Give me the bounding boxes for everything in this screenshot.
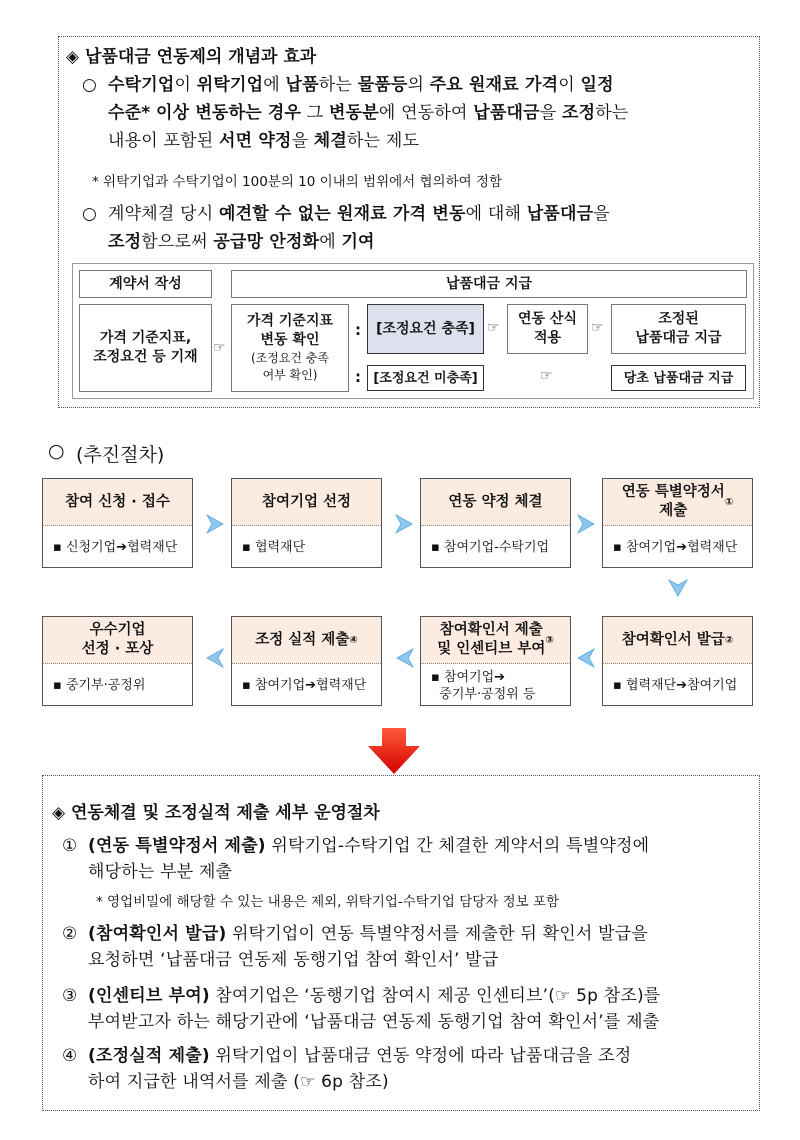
procedure-step-actor: ▪ 참여기업➔ 중기부·공정위 등: [431, 669, 536, 702]
adjusted-payment: 조정된 납품대금 지급: [611, 304, 746, 354]
concept-bullet-1: ○: [82, 75, 98, 95]
flow-chevron-icon: [576, 647, 598, 669]
original-payment: 당초 납품대금 지급: [611, 365, 746, 391]
concept-para-2-line-1: 계약체결 당시 예견할 수 없는 원재료 가격 변동에 대해 납품대금을: [108, 204, 610, 224]
procedure-step-title-text: 우수기업 선정 · 포상: [81, 622, 154, 657]
procedure-step-title-text: 연동 특별약정서 제출: [621, 484, 725, 519]
procedure-step-footnote-mark: ①: [724, 496, 734, 508]
formula-cell: 연동 산식 적용: [507, 304, 588, 354]
procedure-step-title: [603, 479, 752, 526]
procedure-step-title: [43, 479, 192, 526]
procedure-step-title-text: 연동 약정 체결: [448, 493, 543, 510]
procedure-step-title-text: 참여확인서 발급: [621, 631, 725, 648]
detail-text: 위탁기업이 연동 특별약정서를 제출한 뒤 확인서 발급을: [226, 924, 648, 944]
hand-pointer-icon: ☞: [487, 320, 500, 336]
detail-heading: (참여확인서 발급): [88, 924, 227, 944]
procedure-step-2: [231, 478, 382, 568]
procedure-step-title: [232, 479, 381, 526]
procedure-step-title-text: 참여 신청 · 접수: [65, 493, 170, 510]
procedure-step-title: [421, 617, 570, 664]
detail-item-line-1: [88, 982, 660, 1010]
detail-text: 참여기업은 ‘동행기업 참여시 제공 인센티브’(☞ 5p 참조)를: [209, 986, 661, 1006]
detail-heading: (연동 특별약정서 제출): [88, 836, 266, 856]
check-cell: [231, 304, 349, 392]
procedure-step-title-text: 참여확인서 제출 및 인센티브 부여: [437, 622, 546, 657]
detail-number: ③: [62, 986, 78, 1006]
condition-met: [조정요건 충족]: [367, 304, 484, 354]
detail-item-line-2: 요청하면 ‘납품대금 연동제 동행기업 참여 확인서’ 발급: [88, 950, 499, 970]
procedure-step-title: [603, 617, 752, 664]
flow-chevron-icon: [203, 513, 225, 535]
concept-note: * 위탁기업과 수탁기업이 100분의 10 이내의 범위에서 협의하여 정함: [92, 174, 503, 190]
detail-text: 위탁기업-수탁기업 간 체결한 계약서의 특별약정에: [265, 836, 650, 856]
procedure-step-8: [42, 616, 193, 706]
detail-heading: (조정실적 제출): [88, 1046, 210, 1066]
concept-bullet-2: ○: [82, 204, 98, 224]
details-title: ◈ 연동체결 및 조정실적 제출 세부 운영절차: [52, 803, 380, 823]
colon-met: :: [355, 321, 361, 339]
procedure-step-title: [232, 617, 381, 664]
concept-para-2-line-2: 조정함으로써 공급망 안정화에 기여: [108, 232, 375, 252]
procedure-step-6: [420, 616, 571, 706]
flow-chevron-icon: [395, 647, 417, 669]
detail-item-line-1: [88, 1042, 631, 1070]
check-title: 가격 기준지표 변동 확인: [246, 313, 334, 348]
procedure-step-actor: ▪ 협력재단➔참여기업: [613, 678, 738, 693]
procedure-step-footnote-mark: ③: [545, 634, 554, 646]
procedure-step-actor: ▪ 참여기업➔협력재단: [242, 678, 367, 693]
detail-text: 위탁기업이 납품대금 연동 약정에 따라 납품대금을 조정: [209, 1046, 632, 1066]
detail-number: ②: [62, 924, 78, 944]
procedure-step-actor: ▪ 참여기업➔협력재단: [613, 540, 738, 555]
flow-chevron-icon: [574, 513, 596, 535]
detail-item-line-1: [88, 832, 649, 860]
concept-para-1-line-1: 수탁기업이 위탁기업에 납품하는 물품등의 주요 원재료 가격이 일정: [108, 75, 614, 95]
condition-unmet: [조정요건 미충족]: [367, 365, 484, 391]
detail-number: ①: [62, 836, 78, 856]
procedure-step-footnote-mark: ④: [349, 634, 358, 646]
procedure-step-title: [421, 479, 570, 526]
contract-body: 가격 기준지표, 조정요건 등 기재: [79, 304, 212, 392]
detail-item-line-2: 하여 지급한 내역서를 제출 (☞ 6p 참조): [88, 1072, 389, 1092]
procedure-step-3: [420, 478, 571, 568]
procedure-step-7: [231, 616, 382, 706]
procedure-step-actor: ▪ 참여기업-수탁기업: [431, 540, 550, 555]
hand-pointer-icon: ☞: [591, 320, 604, 336]
colon-unmet: :: [355, 368, 361, 386]
procedure-title: (추진절차): [76, 444, 165, 466]
procedure-step-title-text: 조정 실적 제출: [255, 631, 350, 648]
detail-heading: (인센티브 부여): [88, 986, 210, 1006]
flow-chevron-icon: [392, 513, 414, 535]
procedure-step-title-text: 참여기업 선정: [261, 493, 352, 510]
procedure-bullet: ○: [48, 440, 65, 462]
flow-chevron-icon: [205, 647, 227, 669]
flow-chevron-icon: [667, 576, 689, 598]
concept-para-1-line-2: 수준* 이상 변동하는 경우 그 변동분에 연동하여 납품대금을 조정하는: [108, 103, 629, 123]
procedure-step-actor: ▪ 신청기업➔협력재단: [53, 540, 178, 555]
detail-number: ④: [62, 1046, 78, 1066]
hand-pointer-icon: ☞: [540, 368, 553, 384]
procedure-step-footnote-mark: ②: [724, 634, 734, 646]
detail-item-line-2: 부여받고자 하는 해당기관에 ‘납품대금 연동제 동행기업 참여 확인서’를 제출: [88, 1012, 660, 1032]
procedure-step-title: [43, 617, 192, 664]
hand-pointer-icon: ☞: [213, 340, 226, 356]
down-arrow-icon: [368, 728, 420, 774]
concept-title: ◈ 납품대금 연동제의 개념과 효과: [66, 47, 317, 67]
detail-note: * 영업비밀에 해당할 수 있는 내용은 제외, 위탁기업-수탁기업 담당자 정보 포함: [96, 894, 560, 910]
detail-item-line-1: [88, 920, 648, 948]
procedure-step-actor: ▪ 협력재단: [242, 540, 306, 555]
table-header-contract: 계약서 작성: [79, 270, 212, 298]
procedure-step-actor: ▪ 중기부·공정위: [53, 678, 146, 693]
procedure-step-4: [602, 478, 753, 568]
check-sub: (조정요건 충족 여부 확인): [250, 351, 330, 382]
procedure-step-5: [602, 616, 753, 706]
detail-item-line-2: 해당하는 부분 제출: [88, 862, 233, 882]
concept-para-1-line-3: 내용이 포함된 서면 약정을 체결하는 제도: [108, 131, 420, 151]
procedure-step-1: [42, 478, 193, 568]
table-header-payment: 납품대금 지급: [231, 270, 747, 298]
